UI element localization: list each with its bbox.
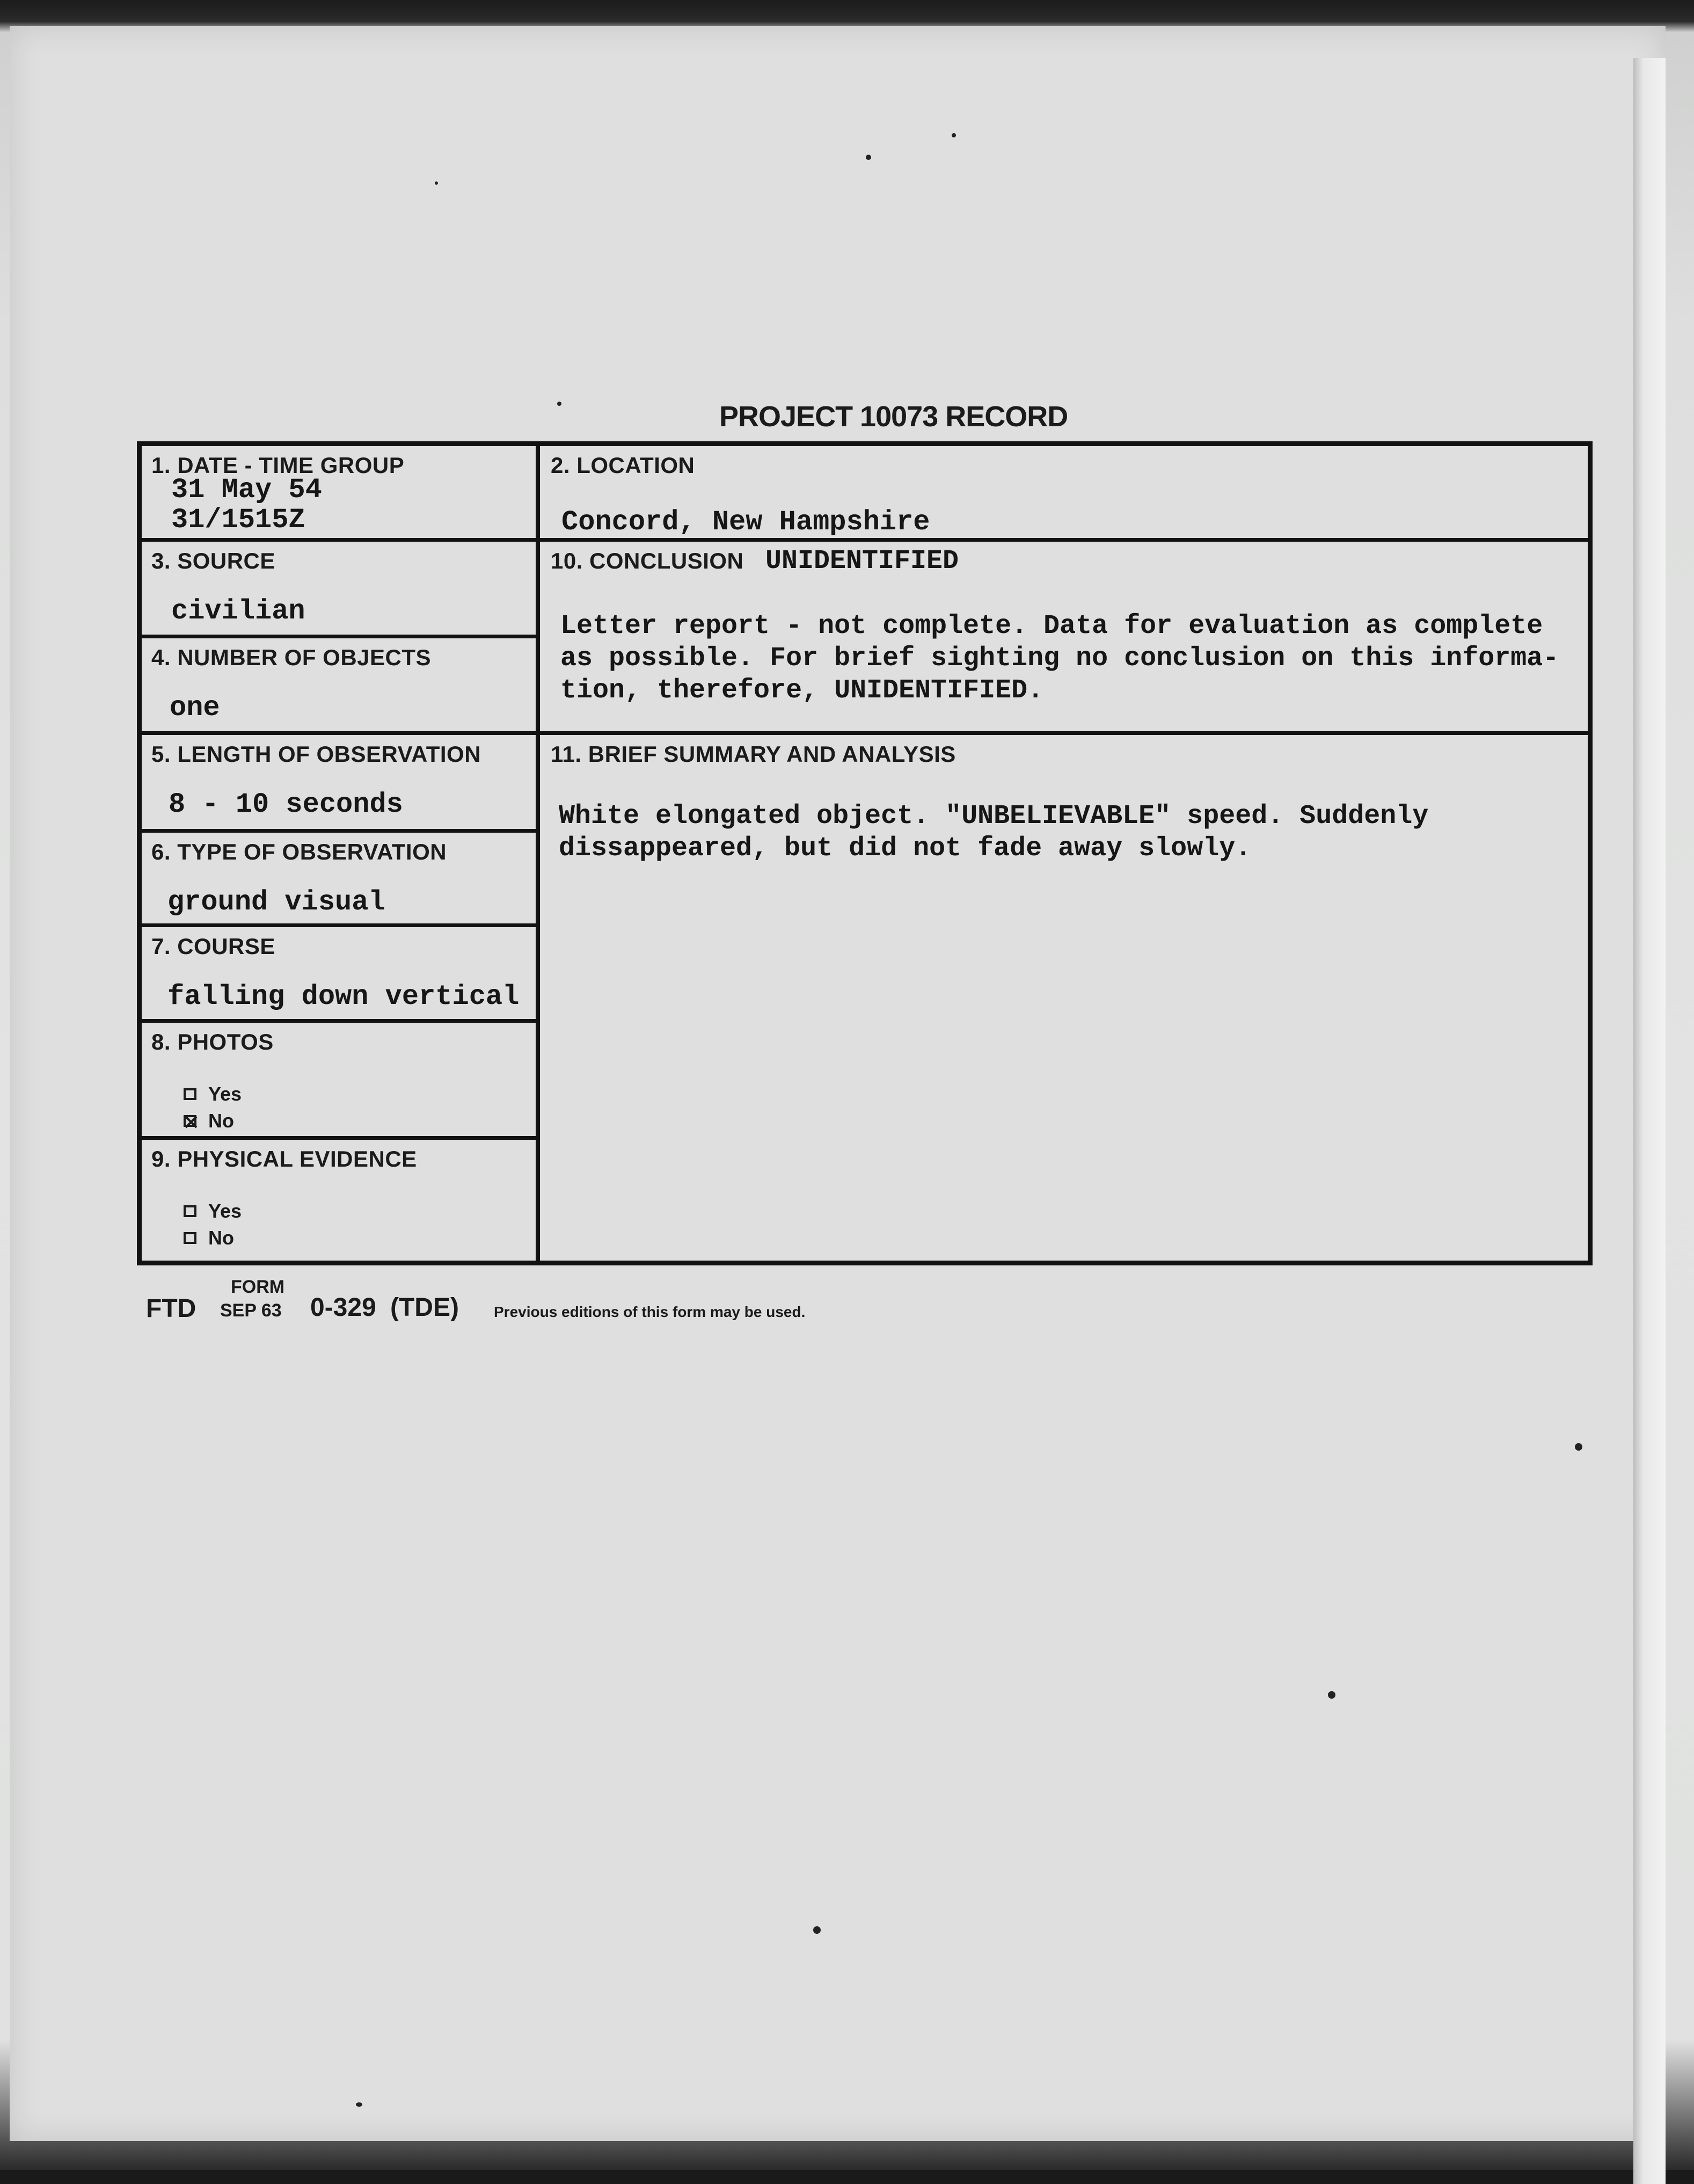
summary-label: 11. BRIEF SUMMARY AND ANALYSIS bbox=[551, 741, 956, 767]
type-of-observation-cell bbox=[142, 833, 536, 927]
source-cell bbox=[142, 542, 536, 638]
location-cell bbox=[540, 446, 1588, 542]
physical-evidence-no-label: No bbox=[208, 1227, 234, 1249]
photos-no-label: No bbox=[208, 1110, 234, 1132]
dust-speck bbox=[866, 155, 871, 160]
physical-evidence-yes-option[interactable] bbox=[184, 1200, 242, 1222]
course-label: 7. COURSE bbox=[151, 934, 275, 959]
checkbox-empty-icon[interactable] bbox=[184, 1205, 196, 1217]
summary-text bbox=[559, 800, 1428, 865]
physical-evidence-cell bbox=[142, 1140, 536, 1262]
type-of-observation-label: 6. TYPE OF OBSERVATION bbox=[151, 839, 447, 864]
number-of-objects-label: 4. NUMBER OF OBJECTS bbox=[151, 645, 432, 670]
photos-yes-option[interactable] bbox=[184, 1083, 242, 1105]
date-time-cell bbox=[142, 446, 536, 542]
summary-line: White elongated object. "UNBELIEVABLE" speed. Suddenly bbox=[559, 801, 1429, 832]
photos-label: 8. PHOTOS bbox=[151, 1029, 274, 1054]
dust-speck bbox=[356, 2102, 362, 2107]
conclusion-cell bbox=[540, 542, 1588, 735]
photos-yes-label: Yes bbox=[208, 1083, 242, 1105]
length-of-observation-label: 5. LENGTH OF OBSERVATION bbox=[151, 741, 481, 767]
location-label: 2. LOCATION bbox=[551, 453, 695, 478]
conclusion-label: 10. CONCLUSION bbox=[551, 548, 744, 573]
summary-line: dissappeared, but did not fade away slowly. bbox=[559, 833, 1252, 864]
footer-form: FORM bbox=[231, 1277, 285, 1297]
conclusion-line: tion, therefore, UNIDENTIFIED. bbox=[560, 675, 1044, 706]
dust-speck bbox=[1575, 1443, 1582, 1451]
conclusion-value: UNIDENTIFIED bbox=[765, 546, 959, 577]
course-value: falling down vertical bbox=[167, 981, 520, 1013]
dust-speck bbox=[1328, 1691, 1335, 1699]
number-of-objects-value: one bbox=[170, 692, 220, 724]
footer-ftd: FTD bbox=[146, 1294, 196, 1323]
location-value: Concord, New Hampshire bbox=[561, 506, 930, 538]
photos-no-option[interactable] bbox=[184, 1110, 234, 1132]
dust-speck bbox=[557, 402, 561, 406]
checkbox-empty-icon[interactable] bbox=[184, 1232, 196, 1244]
dust-speck bbox=[435, 181, 438, 185]
record-form bbox=[137, 441, 1593, 1265]
length-of-observation-value: 8 - 10 seconds bbox=[169, 789, 403, 820]
sheet-edge bbox=[1633, 58, 1666, 2184]
source-value: civilian bbox=[171, 595, 305, 627]
dust-speck bbox=[813, 1926, 821, 1934]
course-cell bbox=[142, 927, 536, 1023]
footer-date: SEP 63 bbox=[220, 1300, 282, 1321]
footer-office: (TDE) bbox=[390, 1293, 459, 1322]
photos-cell bbox=[142, 1023, 536, 1140]
number-of-objects-cell bbox=[142, 638, 536, 735]
summary-cell bbox=[540, 735, 1588, 1262]
footer-note: Previous editions of this form may be used. bbox=[494, 1304, 806, 1320]
checkbox-checked-icon[interactable] bbox=[184, 1115, 196, 1127]
conclusion-line: as possible. For brief sighting no conclusion on this informa- bbox=[560, 643, 1559, 674]
footer-number: 0-329 bbox=[310, 1293, 376, 1322]
checkbox-empty-icon[interactable] bbox=[184, 1088, 196, 1100]
date-time-label: 1. DATE - TIME GROUP bbox=[151, 453, 405, 478]
page-title: PROJECT 10073 RECORD bbox=[719, 401, 1068, 433]
conclusion-text bbox=[560, 610, 1559, 707]
date-value: 31 May 54 bbox=[171, 474, 322, 506]
physical-evidence-yes-label: Yes bbox=[208, 1200, 242, 1222]
conclusion-line: Letter report - not complete. Data for evaluation as complete bbox=[560, 611, 1543, 642]
physical-evidence-label: 9. PHYSICAL EVIDENCE bbox=[151, 1146, 417, 1171]
column-divider bbox=[536, 446, 540, 1262]
dust-speck bbox=[952, 133, 956, 137]
length-of-observation-cell bbox=[142, 735, 536, 833]
type-of-observation-value: ground visual bbox=[167, 886, 385, 918]
time-value: 31/1515Z bbox=[171, 504, 305, 536]
source-label: 3. SOURCE bbox=[151, 548, 275, 573]
physical-evidence-no-option[interactable] bbox=[184, 1227, 234, 1249]
